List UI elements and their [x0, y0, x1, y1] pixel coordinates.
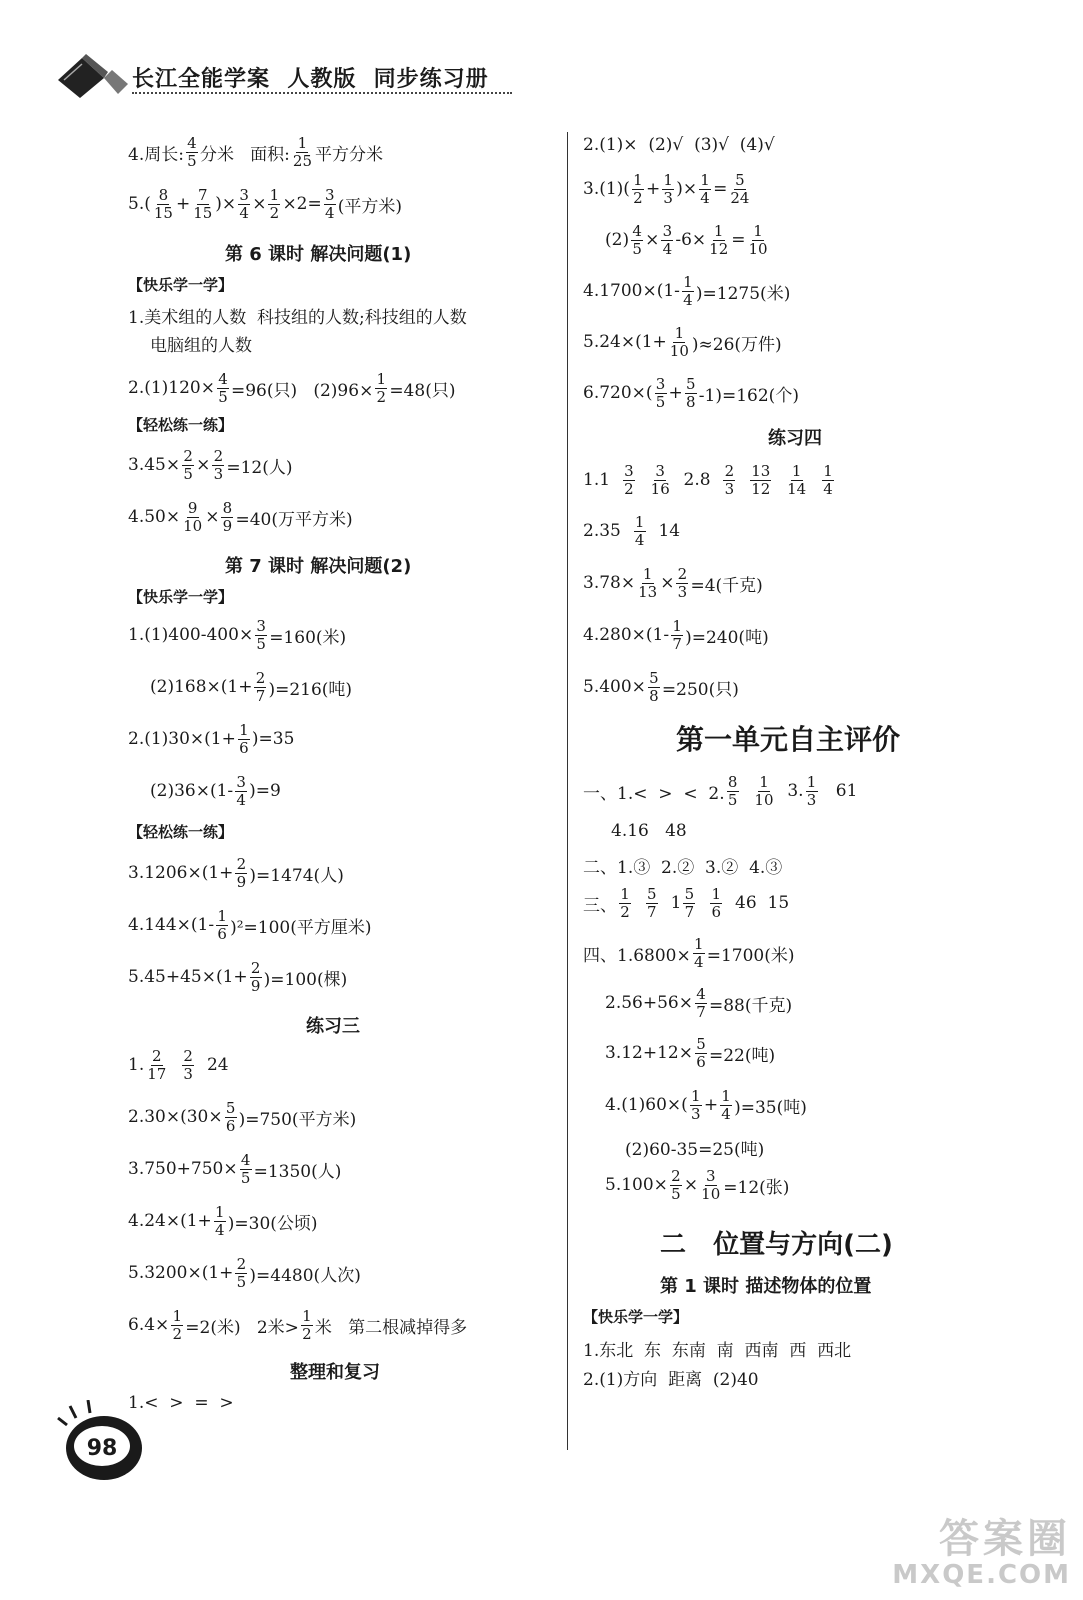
answer-line: 5.400× $\frac{5}{8}$ =250(只) — [583, 668, 739, 705]
answer-line: 1. $\frac{2}{17}$ $\frac{2}{3}$ 24 — [128, 1046, 229, 1083]
answer-line: 1.(1)400-400× $\frac{3}{5}$ =160(米) — [128, 616, 347, 653]
fraction: $\frac{2}{17}$ — [147, 1046, 167, 1083]
answer-line: 4.周长: $\frac{4}{5}$ 分米 面积: $\frac{1}{25}$ 平方分米 — [128, 133, 383, 170]
answer-line: 三、 $\frac{1}{2}$ $\frac{5}{7}$ 1 $\frac{5}{7}$ $\frac{1}{6}$ 46 15 — [583, 884, 790, 921]
fraction: $\frac{1}{13}$ — [638, 564, 658, 601]
answer-line: 3.12+12× $\frac{5}{6}$ =22(吨) — [605, 1034, 776, 1071]
section-tag: 【轻松练一练】 — [128, 823, 234, 841]
watermark-title: 答案圈 — [939, 1516, 1071, 1563]
fraction: $\frac{1}{7}$ — [672, 616, 682, 653]
fraction: $\frac{1}{10}$ — [669, 323, 689, 360]
answer-line: 2.(1)30×(1+ $\frac{1}{6}$ )=35 — [128, 720, 295, 757]
answer-line: 4.1700×(1- $\frac{1}{4}$ )=1275(米) — [583, 272, 791, 309]
fraction: $\frac{2}{7}$ — [255, 668, 266, 705]
answer-line: 3.1206×(1+ $\frac{2}{9}$ )=1474(人) — [128, 854, 344, 891]
fraction: $\frac{2}{3}$ — [183, 1046, 193, 1083]
fraction: $\frac{4}{7}$ — [696, 984, 706, 1021]
fraction: $\frac{1}{10}$ — [748, 221, 768, 258]
fraction: $\frac{1}{6}$ — [217, 906, 227, 943]
answer-line: 2.30×(30× $\frac{5}{6}$ )=750(平方米) — [128, 1098, 357, 1135]
fraction: $\frac{3}{4}$ — [236, 772, 246, 809]
fraction: $\frac{1}{4}$ — [215, 1202, 225, 1239]
answer-line: 二、1.③ 2.② 3.② 4.③ — [583, 857, 783, 878]
answer-line: 2.(1)方向 距离 (2)40 — [583, 1369, 759, 1390]
fraction: $\frac{8}{5}$ — [727, 772, 738, 809]
answer-line: 3.78× $\frac{1}{13}$ × $\frac{2}{3}$ =4(千克) — [583, 564, 763, 601]
section-tag: 【轻松练一练】 — [128, 416, 234, 434]
header-rule — [132, 92, 512, 94]
fraction: $\frac{1}{4}$ — [700, 170, 710, 207]
section-tag: 【快乐学一学】 — [583, 1308, 689, 1326]
fraction: $\frac{2}{5}$ — [671, 1166, 681, 1203]
fraction: $\frac{7}{15}$ — [193, 185, 213, 222]
answer-line: (2)36×(1- $\frac{3}{4}$ )=9 — [150, 772, 281, 809]
fraction: $\frac{1}{10}$ — [754, 772, 774, 809]
fraction: $\frac{13}{12}$ — [751, 461, 771, 498]
fraction: $\frac{2}{3}$ — [213, 446, 224, 483]
answer-line: (2) $\frac{4}{5}$ × $\frac{3}{4}$ -6× $\frac{1}{12}$ = $\frac{1}{10}$ — [605, 221, 768, 258]
fraction: $\frac{1}{6}$ — [711, 884, 722, 921]
fraction: $\frac{5}{7}$ — [684, 884, 695, 921]
fraction: $\frac{1}{6}$ — [239, 720, 249, 757]
fraction: $\frac{1}{2}$ — [269, 185, 280, 222]
answer-line: (2)168×(1+ $\frac{2}{7}$ )=216(吨) — [150, 668, 353, 705]
answer-line: 2.(1)× (2)√ (3)√ (4)√ — [583, 135, 775, 155]
header-title: 长江全能学案 人教版 同步练习册 — [132, 67, 489, 92]
answer-line: 4.16 48 — [611, 821, 687, 841]
book-logo-icon — [52, 50, 132, 100]
fraction: $\frac{4}{5}$ — [187, 133, 197, 170]
section-title: 练习四 — [768, 428, 822, 449]
fraction: $\frac{1}{2}$ — [620, 884, 630, 921]
answer-line: 4.144×(1- $\frac{1}{6}$ )²=100(平方厘米) — [128, 906, 372, 943]
answer-line: 6.720×( $\frac{3}{5}$ + $\frac{5}{8}$ -1)=162(个) — [583, 374, 799, 411]
answer-line: 5.3200×(1+ $\frac{2}{5}$ )=4480(人次) — [128, 1254, 361, 1291]
fraction: $\frac{2}{5}$ — [236, 1254, 247, 1291]
fraction: $\frac{1}{4}$ — [683, 272, 693, 309]
section-title: 第 6 课时 解决问题(1) — [225, 244, 412, 265]
answer-line: 1.美术组的人数 科技组的人数;科技组的人数 — [128, 307, 467, 328]
unit-evaluation-title: 第一单元自主评价 — [676, 723, 901, 756]
section-title: 整理和复习 — [290, 1362, 380, 1383]
fraction: $\frac{1}{3}$ — [806, 772, 817, 809]
answer-line: 4.(1)60×( $\frac{1}{3}$ + $\frac{1}{4}$ )=35(吨) — [605, 1086, 807, 1123]
fraction: $\frac{8}{9}$ — [222, 498, 233, 535]
fraction: $\frac{1}{4}$ — [634, 512, 645, 549]
fraction: $\frac{4}{5}$ — [240, 1150, 251, 1187]
fraction: $\frac{9}{10}$ — [183, 498, 203, 535]
section-tag: 【快乐学一学】 — [128, 588, 234, 606]
answer-line: (2)60-35=25(吨) — [625, 1139, 765, 1160]
answer-line: 2.35 $\frac{1}{4}$ 14 — [583, 512, 681, 549]
fraction: $\frac{1}{4}$ — [721, 1086, 731, 1123]
fraction: $\frac{3}{5}$ — [256, 616, 266, 653]
fraction: $\frac{8}{15}$ — [153, 185, 173, 222]
answer-line: 5.24×(1+ $\frac{1}{10}$ )≈26(万件) — [583, 323, 782, 360]
fraction: $\frac{1}{12}$ — [709, 221, 729, 258]
answer-line: 3.(1)( $\frac{1}{2}$ + $\frac{1}{3}$ )× $\frac{1}{4}$ = $\frac{5}{24}$ — [583, 170, 750, 207]
fraction: $\frac{1}{3}$ — [663, 170, 673, 207]
fraction: $\frac{1}{4}$ — [693, 934, 704, 971]
fraction: $\frac{3}{4}$ — [662, 221, 673, 258]
section-title: 练习三 — [306, 1016, 360, 1037]
answer-line: 1.< > = > — [128, 1393, 234, 1413]
fraction: $\frac{3}{4}$ — [324, 185, 335, 222]
fraction: $\frac{1}{14}$ — [787, 461, 807, 498]
section-title: 第 7 课时 解决问题(2) — [225, 556, 412, 577]
watermark-url: MXQE.COM — [892, 1560, 1071, 1591]
answer-line: 四、1.6800× $\frac{1}{4}$ =1700(米) — [583, 934, 795, 971]
answer-line: 3.45× $\frac{2}{5}$ × $\frac{2}{3}$ =12(人) — [128, 446, 293, 483]
fraction: $\frac{5}{8}$ — [686, 374, 696, 411]
fraction: $\frac{3}{4}$ — [239, 185, 249, 222]
answer-line: 一、1.< > < 2. $\frac{8}{5}$ $\frac{1}{10}$ 3. $\frac{1}{3}$ 61 — [583, 772, 858, 809]
fraction: $\frac{2}{5}$ — [183, 446, 193, 483]
fraction: $\frac{5}{8}$ — [649, 668, 659, 705]
fraction: $\frac{1}{2}$ — [302, 1306, 312, 1343]
fraction: $\frac{3}{2}$ — [624, 461, 634, 498]
fraction: $\frac{1}{2}$ — [172, 1306, 183, 1343]
fraction: $\frac{5}{7}$ — [647, 884, 657, 921]
fraction: $\frac{4}{5}$ — [632, 221, 642, 258]
column-divider — [567, 132, 568, 1450]
answer-line: 4.50× $\frac{9}{10}$ × $\frac{8}{9}$ =40(万平方米) — [128, 498, 353, 535]
fraction: $\frac{2}{9}$ — [236, 854, 247, 891]
answer-line: 电脑组的人数 — [150, 335, 252, 356]
fraction: $\frac{1}{2}$ — [633, 170, 643, 207]
answer-line: 6.4× $\frac{1}{2}$ =2(米) 2米> $\frac{1}{2}$ 米 第二根减掉得多 — [128, 1306, 468, 1343]
watermark — [892, 1517, 1071, 1590]
fraction: $\frac{2}{3}$ — [724, 461, 735, 498]
answer-line: 4.280×(1- $\frac{1}{7}$ )=240(吨) — [583, 616, 769, 653]
fraction: $\frac{1}{4}$ — [823, 461, 833, 498]
fraction: $\frac{2}{3}$ — [677, 564, 688, 601]
answer-line: 2.(1)120× $\frac{4}{5}$ =96(只) (2)96× $\frac{1}{2}$ =48(只) — [128, 369, 456, 406]
answer-line: 3.750+750× $\frac{4}{5}$ =1350(人) — [128, 1150, 342, 1187]
page-number: 98 — [86, 1436, 118, 1461]
answer-line: 5.45+45×(1+ $\frac{2}{9}$ )=100(棵) — [128, 958, 348, 995]
fraction: $\frac{4}{5}$ — [218, 369, 228, 406]
answer-line: 1.1 $\frac{3}{2}$ $\frac{3}{16}$ 2.8 $\frac{2}{3}$ $\frac{13}{12}$ $\frac{1}{14}$ $\frac{1}{4}$ — [583, 461, 833, 498]
fraction: $\frac{1}{25}$ — [292, 133, 312, 170]
answer-line: 5.100× $\frac{2}{5}$ × $\frac{3}{10}$ =12(张) — [605, 1166, 790, 1203]
fraction: $\frac{2}{9}$ — [250, 958, 261, 995]
unit-two-title: 二 位置与方向(二) — [660, 1230, 893, 1260]
fraction: $\frac{5}{24}$ — [730, 170, 750, 207]
section-title: 第 1 课时 描述物体的位置 — [660, 1276, 872, 1297]
fraction: $\frac{5}{6}$ — [696, 1034, 706, 1071]
fraction: $\frac{5}{6}$ — [225, 1098, 236, 1135]
answer-line: 1.东北 东 东南 南 西南 西 西北 — [583, 1340, 852, 1361]
fraction: $\frac{3}{5}$ — [655, 374, 666, 411]
fraction: $\frac{1}{2}$ — [376, 369, 387, 406]
answer-line: 4.24×(1+ $\frac{1}{4}$ )=30(公顷) — [128, 1202, 318, 1239]
fraction: $\frac{1}{3}$ — [691, 1086, 701, 1123]
answer-line: 5.( $\frac{8}{15}$ + $\frac{7}{15}$ )× $\frac{3}{4}$ × $\frac{1}{2}$ ×2= $\frac{3}{4}$ (平方米) — [128, 185, 403, 222]
answer-line: 2.56+56× $\frac{4}{7}$ =88(千克) — [605, 984, 793, 1021]
fraction: $\frac{3}{16}$ — [650, 461, 670, 498]
page-number-badge-icon — [52, 1400, 147, 1485]
fraction: $\frac{3}{10}$ — [701, 1166, 721, 1203]
section-tag: 【快乐学一学】 — [128, 276, 234, 294]
